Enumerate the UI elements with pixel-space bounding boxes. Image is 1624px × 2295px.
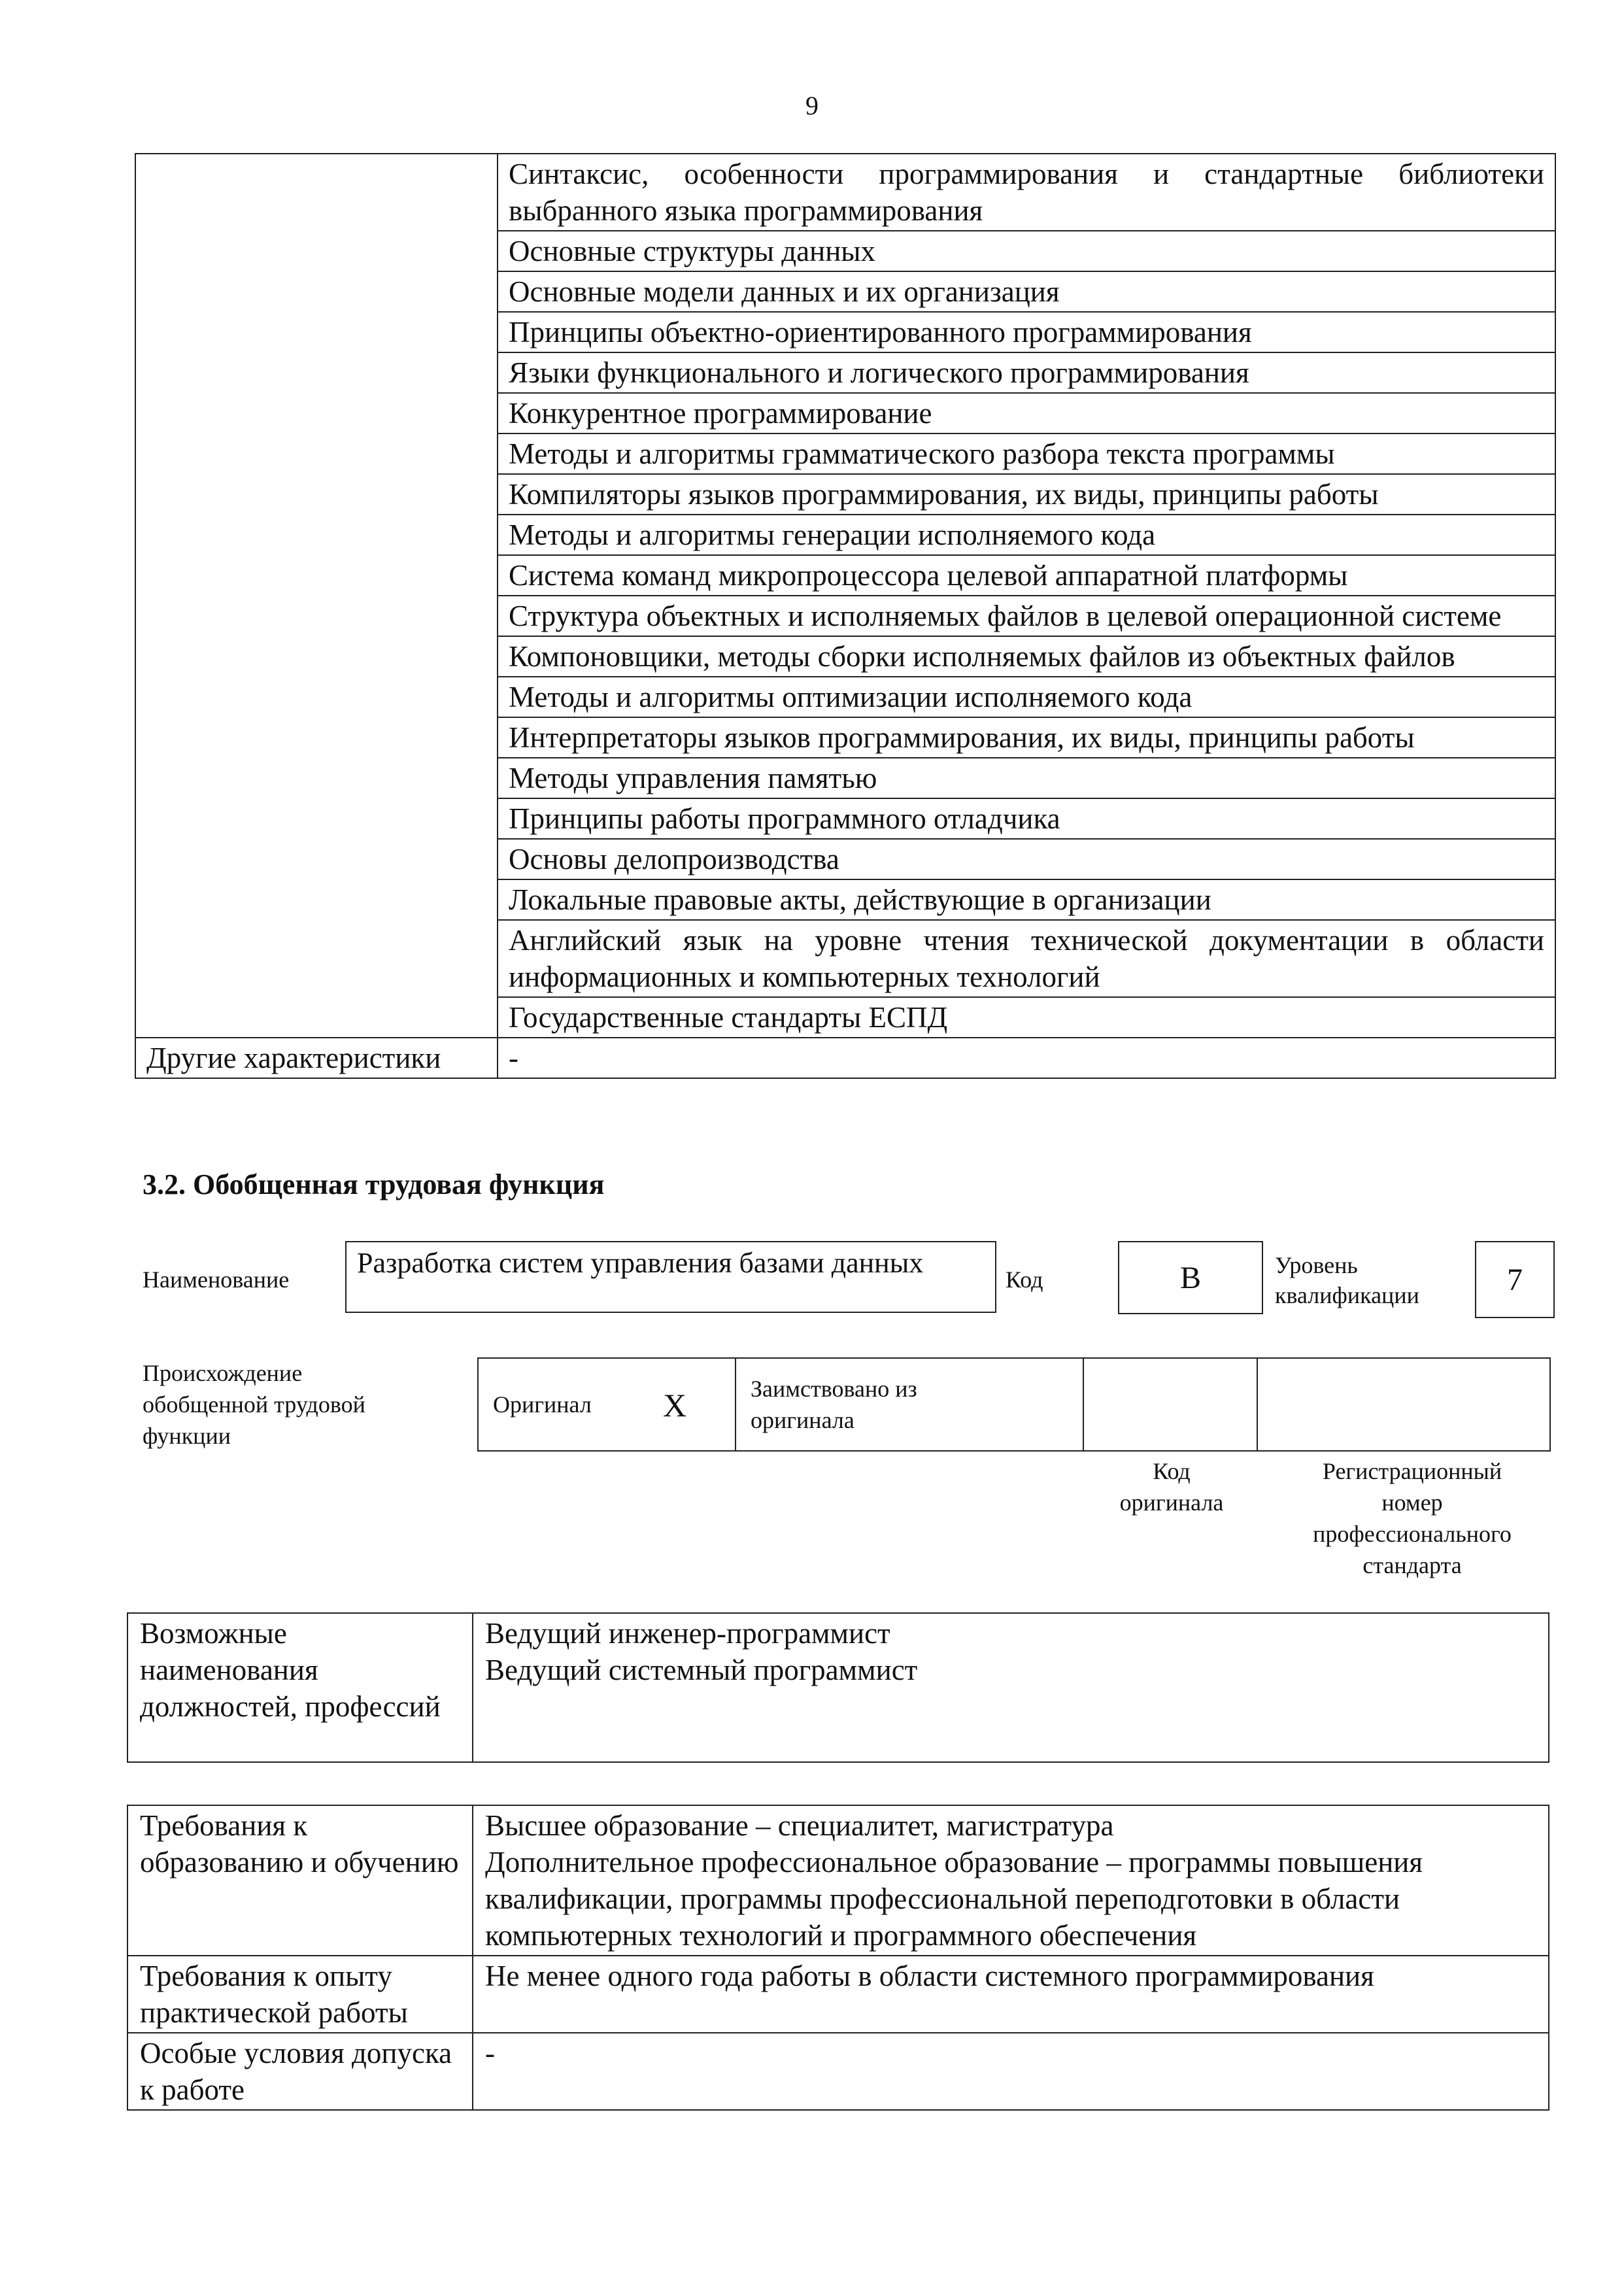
knowledge-item: Компоновщики, методы сборки исполняемых файлов из объектных файлов: [498, 636, 1555, 677]
requirement-value: [473, 1956, 1549, 2033]
code-caption-line1: Код: [1153, 1458, 1191, 1484]
knowledge-item: Основные модели данных и их организация: [498, 271, 1555, 312]
requirement-row: [127, 1805, 1549, 1956]
requirement-value-line2: Дополнительное профессиональное образование – программы повышения квалификации, программы профессиональной переподготовки в области компьютерных технологий и программного обеспечения: [485, 1846, 1423, 1952]
knowledge-item: Государственные стандарты ЕСПД: [498, 997, 1555, 1038]
code-caption-line2: оригинала: [1119, 1489, 1224, 1516]
knowledge-table: [135, 153, 1556, 1079]
requirement-value: [473, 1805, 1549, 1956]
knowledge-item: Локальные правовые акты, действующие в организации: [498, 879, 1555, 920]
code-value: B: [1118, 1241, 1263, 1314]
reg-caption-line3: профессионального: [1313, 1521, 1512, 1547]
code-label: Код: [1006, 1266, 1043, 1293]
origin-label: [143, 1357, 365, 1452]
section-title: 3.2. Обобщенная трудовая функция: [143, 1168, 605, 1200]
level-label: [1275, 1250, 1419, 1310]
reg-caption-line2: номер: [1381, 1489, 1443, 1516]
knowledge-item: Методы и алгоритмы генерации исполняемого кода: [498, 515, 1555, 555]
knowledge-item: Принципы объектно-ориентированного программирования: [498, 312, 1555, 352]
knowledge-item: Английский язык на уровне чтения технической документации в области информационных и компьютерных технологий: [498, 920, 1555, 997]
level-label-line2: квалификации: [1275, 1282, 1419, 1308]
name-label: Наименование: [143, 1266, 290, 1293]
knowledge-label-cell: [135, 154, 498, 1038]
requirement-label: Особые условия допуска к работе: [127, 2033, 473, 2110]
knowledge-item: Методы и алгоритмы грамматического разбора текста программы: [498, 434, 1555, 474]
reg-caption-line1: Регистрационный: [1322, 1458, 1502, 1484]
origin-row: [479, 1357, 1553, 1452]
positions-row: [127, 1613, 1549, 1762]
page-number: 9: [805, 91, 819, 120]
knowledge-item: Языки функционального и логического программирования: [498, 352, 1555, 393]
original-cell: [477, 1357, 736, 1452]
origin-label-line3: функции: [143, 1423, 231, 1449]
requirement-value-line1: Не менее одного года работы в области системного программирования: [485, 1960, 1374, 1992]
requirement-row: [127, 2033, 1549, 2110]
original-label: Оригинал: [493, 1391, 592, 1418]
registration-number-cell: [1257, 1357, 1551, 1452]
origin-label-line1: Происхождение: [143, 1360, 303, 1386]
level-value: 7: [1475, 1241, 1555, 1318]
other-characteristics-value: -: [498, 1038, 1555, 1078]
knowledge-item: Интерпретаторы языков программирования, их виды, принципы работы: [498, 717, 1555, 758]
registration-caption: [1275, 1455, 1549, 1581]
knowledge-row: [135, 154, 1555, 231]
other-characteristics-label: Другие характеристики: [135, 1038, 498, 1078]
requirement-value: [473, 2033, 1549, 2110]
positions-line1: Ведущий инженер-программист: [485, 1617, 890, 1650]
other-characteristics-row: [135, 1038, 1555, 1078]
knowledge-item: Основы делопроизводства: [498, 839, 1555, 879]
positions-label: Возможные наименования должностей, профессий: [127, 1613, 473, 1762]
knowledge-item: Компиляторы языков программирования, их виды, принципы работы: [498, 474, 1555, 515]
knowledge-item: Методы управления памятью: [498, 758, 1555, 798]
knowledge-item: Принципы работы программного отладчика: [498, 798, 1555, 839]
knowledge-item: Конкурентное программирование: [498, 393, 1555, 434]
original-code-caption: [1085, 1455, 1258, 1518]
requirement-value-line1: -: [485, 2037, 495, 2069]
knowledge-item: Основные структуры данных: [498, 231, 1555, 271]
original-code-cell: [1083, 1357, 1258, 1452]
requirement-label: Требования к образованию и обучению: [127, 1805, 473, 1956]
origin-label-line2: обобщенной трудовой: [143, 1391, 365, 1418]
positions-line2: Ведущий системный программист: [485, 1654, 918, 1686]
original-mark: X: [663, 1387, 687, 1423]
knowledge-item: Методы и алгоритмы оптимизации исполняемого кода: [498, 677, 1555, 717]
requirement-row: [127, 1956, 1549, 2033]
level-label-line1: Уровень: [1275, 1252, 1358, 1278]
requirement-value-line1: Высшее образование – специалитет, магистратура: [485, 1809, 1114, 1842]
reg-caption-line4: стандарта: [1362, 1552, 1462, 1578]
knowledge-item: Синтаксис, особенности программирования и стандартные библиотеки выбранного языка программирования: [498, 154, 1555, 231]
borrowed-line2: оригинала: [751, 1407, 854, 1433]
knowledge-item: Система команд микропроцессора целевой аппаратной платформы: [498, 555, 1555, 596]
positions-value: [473, 1613, 1549, 1762]
requirement-label: Требования к опыту практической работы: [127, 1956, 473, 2033]
borrowed-line1: Заимствовано из: [751, 1376, 917, 1402]
borrowed-cell: [735, 1357, 1084, 1452]
knowledge-item: Структура объектных и исполняемых файлов в целевой операционной системе: [498, 596, 1555, 636]
requirements-table: [127, 1805, 1549, 2111]
name-value: Разработка систем управления базами данных: [345, 1241, 996, 1313]
positions-table: [127, 1612, 1549, 1763]
